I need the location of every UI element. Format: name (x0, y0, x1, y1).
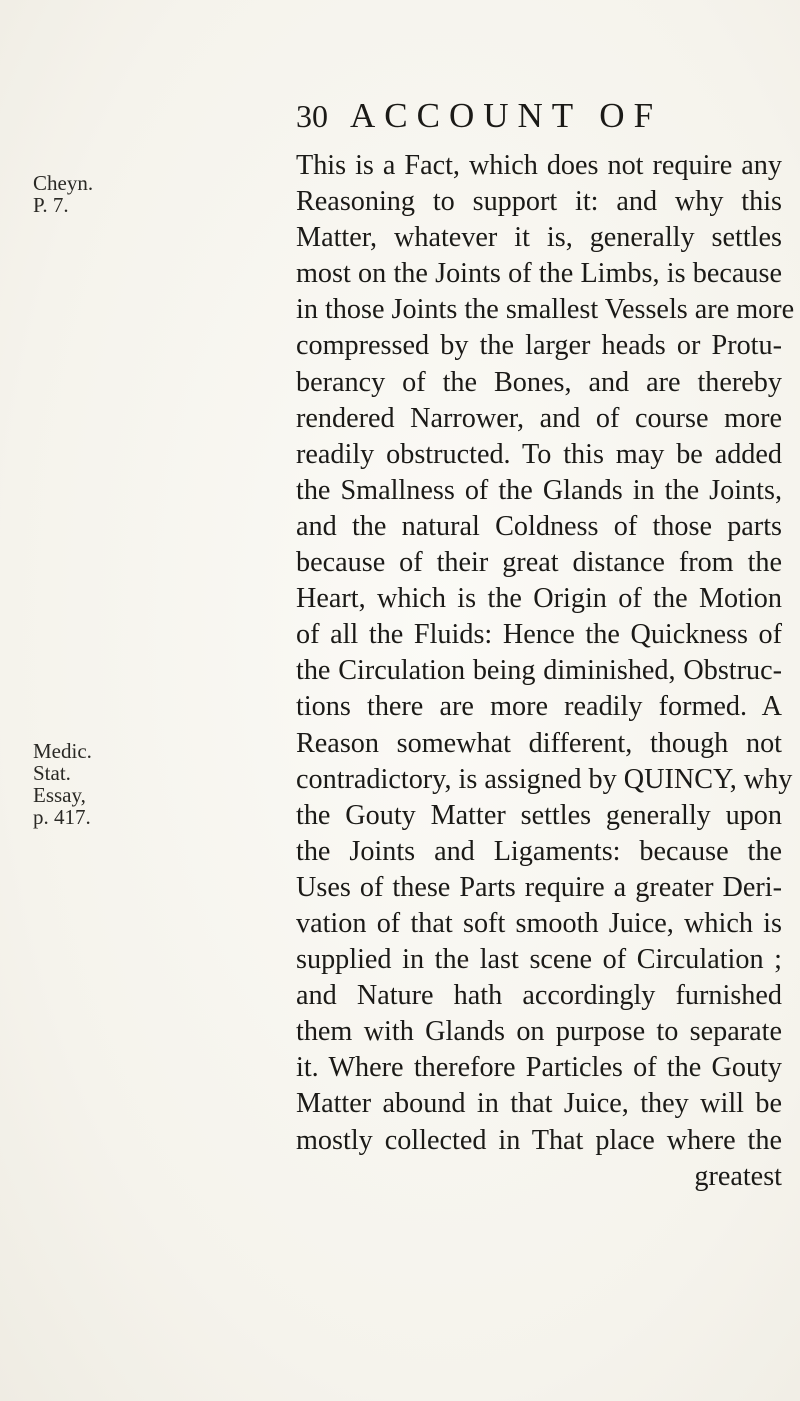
page-number: 30 (296, 98, 328, 134)
text-line: vation of that soft smooth Juice, which is (296, 907, 782, 939)
margin-note-line: Essay, (33, 783, 86, 807)
text-line: Uses of these Parts require a greater Deri- (296, 871, 782, 903)
text-line: compressed by the larger heads or Protu- (296, 330, 782, 362)
running-header (296, 96, 662, 136)
text-line: Reasoning to support it: and why this (296, 186, 782, 218)
margin-note-line: P. 7. (33, 193, 69, 217)
text-line: supplied in the last scene of Circulation ; (296, 944, 782, 976)
text-line: mostly collected in That place where the (296, 1124, 782, 1156)
margin-note-cheyne (33, 172, 93, 216)
text-line: because of their great distance from the (296, 547, 782, 579)
catchword: greatest (694, 1160, 782, 1192)
text-line: Matter abound in that Juice, they will be (296, 1088, 782, 1120)
margin-note-line: p. 417. (33, 805, 91, 829)
margin-note-line: Medic. (33, 739, 92, 763)
text-line: This is a Fact, which does not require any (296, 150, 782, 181)
running-title: ACCOUNT OF (350, 96, 663, 135)
text-line: the Smallness of the Glands in the Joints, (296, 474, 782, 506)
body-paragraph (296, 148, 795, 1195)
text-line: the Gouty Matter settles generally upon (296, 799, 782, 831)
text-line: Matter, whatever it is, generally settles (296, 222, 782, 254)
text-line: them with Glands on purpose to separate (296, 1016, 782, 1048)
text-line: tions there are more readily formed. A (296, 691, 782, 723)
text-line: and the natural Coldness of those parts (296, 510, 782, 542)
text-line: most on the Joints of the Limbs, is because (296, 258, 782, 290)
text-line: readily obstructed. To this may be added (296, 438, 782, 470)
text-line: berancy of the Bones, and are thereby (296, 366, 782, 398)
text-line: rendered Narrower, and of course more (296, 402, 782, 434)
margin-note-line: Cheyn. (33, 171, 94, 195)
text-line: Reason somewhat different, though not (296, 727, 782, 759)
text-line: it. Where therefore Particles of the Gouty (296, 1052, 782, 1084)
margin-note-line: Stat. (33, 761, 71, 785)
text-line: the Circulation being diminished, Obstruc- (296, 655, 782, 687)
text-line: Heart, which is the Origin of the Motion (296, 583, 782, 615)
margin-note-medicina-statica (33, 740, 92, 828)
text-line: contradictory, is assigned by QUINCY, why (296, 763, 793, 795)
text-line: in those Joints the smallest Vessels are more (296, 294, 795, 326)
text-line: and Nature hath accordingly furnished (296, 980, 782, 1012)
text-line: of all the Fluids: Hence the Quickness of (296, 619, 782, 651)
text-line: the Joints and Ligaments: because the (296, 835, 782, 867)
